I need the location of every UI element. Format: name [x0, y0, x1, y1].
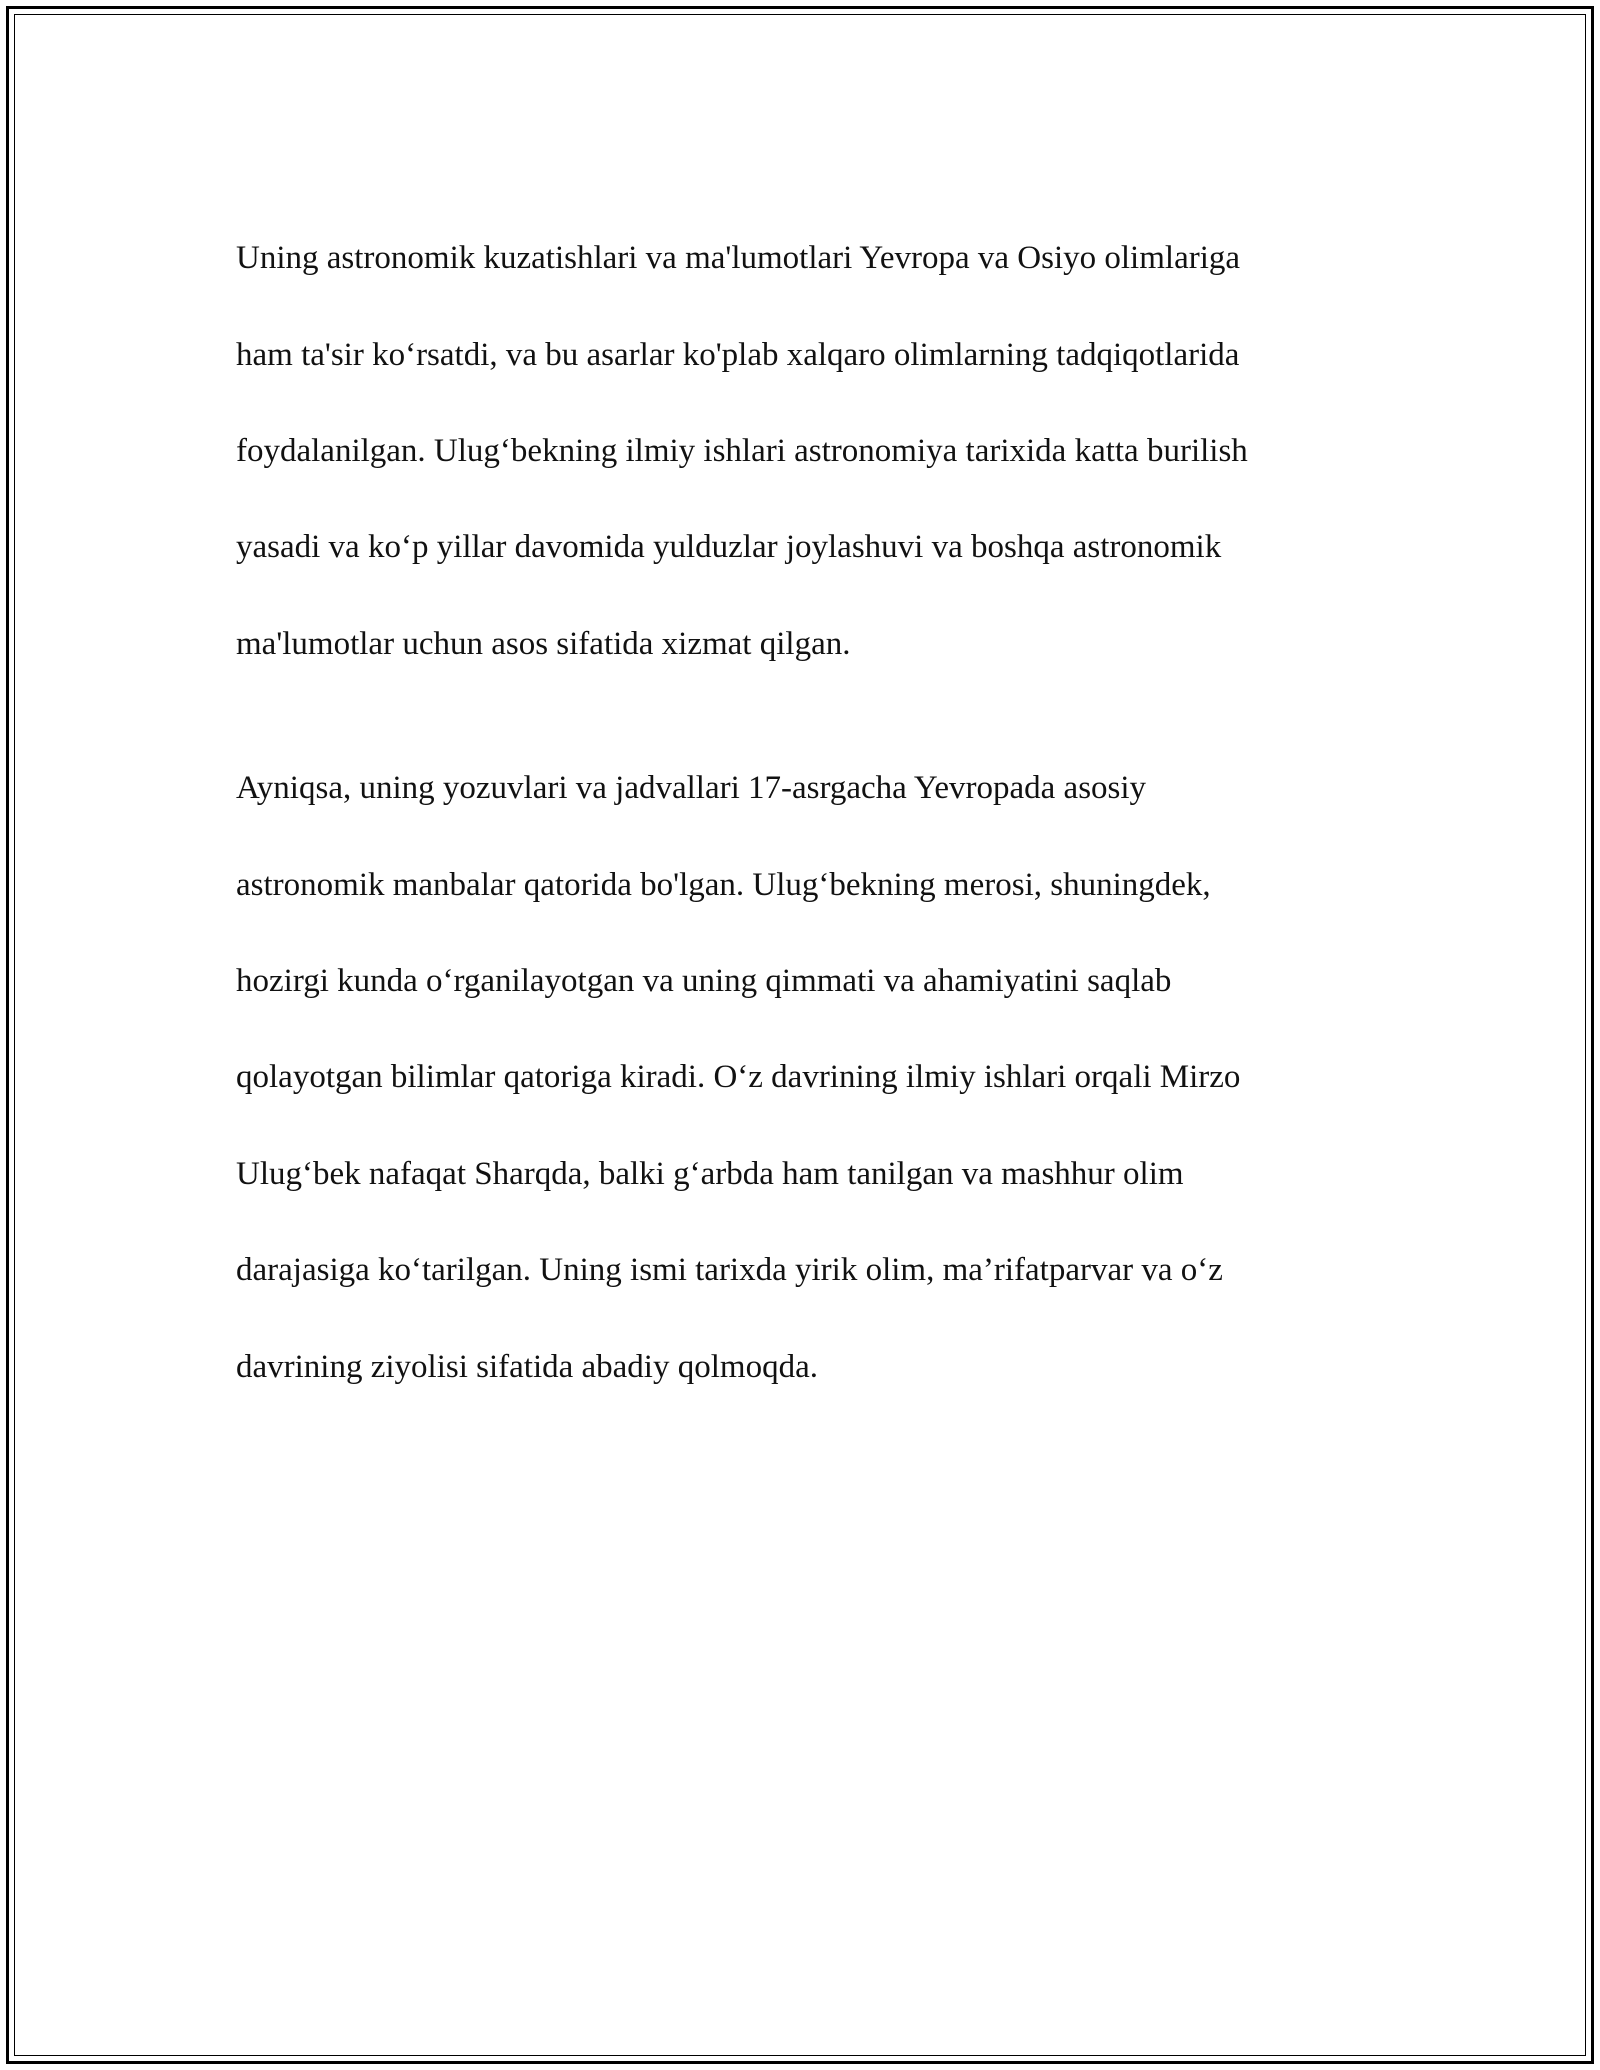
paragraph-2 [236, 716, 1376, 1391]
paragraph-line: Uning astronomik kuzatishlari va ma'lumotlari Yevropa va Osiyo olimlariga [236, 240, 1241, 277]
paragraph-line: qolayotgan bilimlar qatoriga kiradi. O‘z davrining ilmiy ishlari orqali Mirzo [236, 1059, 1241, 1096]
document-body [236, 186, 1376, 1439]
paragraph-line: ma'lumotlar uchun asos sifatida xizmat qilgan. [236, 625, 851, 662]
paragraph-1 [236, 186, 1376, 668]
paragraph-line: yasadi va ko‘p yillar davomida yulduzlar joylashuvi va boshqa astronomik [236, 529, 1222, 566]
paragraph-line: astronomik manbalar qatorida bo'lgan. Ulug‘bekning merosi, shuningdek, [236, 866, 1211, 903]
paragraph-line: foydalanilgan. Ulug‘bekning ilmiy ishlari astronomiya tarixida katta burilish [236, 433, 1248, 470]
paragraph-line: Ayniqsa, uning yozuvlari va jadvallari 17-asrgacha Yevropada asosiy [236, 770, 1147, 807]
paragraph-line: hozirgi kunda o‘rganilayotgan va uning qimmati va ahamiyatini saqlab [236, 963, 1172, 1000]
paragraph-line: davrining ziyolisi sifatida abadiy qolmoqda. [236, 1348, 818, 1385]
paragraph-line: darajasiga ko‘tarilgan. Uning ismi tarixda yirik olim, ma’rifatparvar va o‘z [236, 1252, 1223, 1289]
paragraph-line: Ulug‘bek nafaqat Sharqda, balki g‘arbda ham tanilgan va mashhur olim [236, 1155, 1184, 1192]
paragraph-line: ham ta'sir ko‘rsatdi, va bu asarlar ko'plab xalqaro olimlarning tadqiqotlarida [236, 336, 1240, 373]
